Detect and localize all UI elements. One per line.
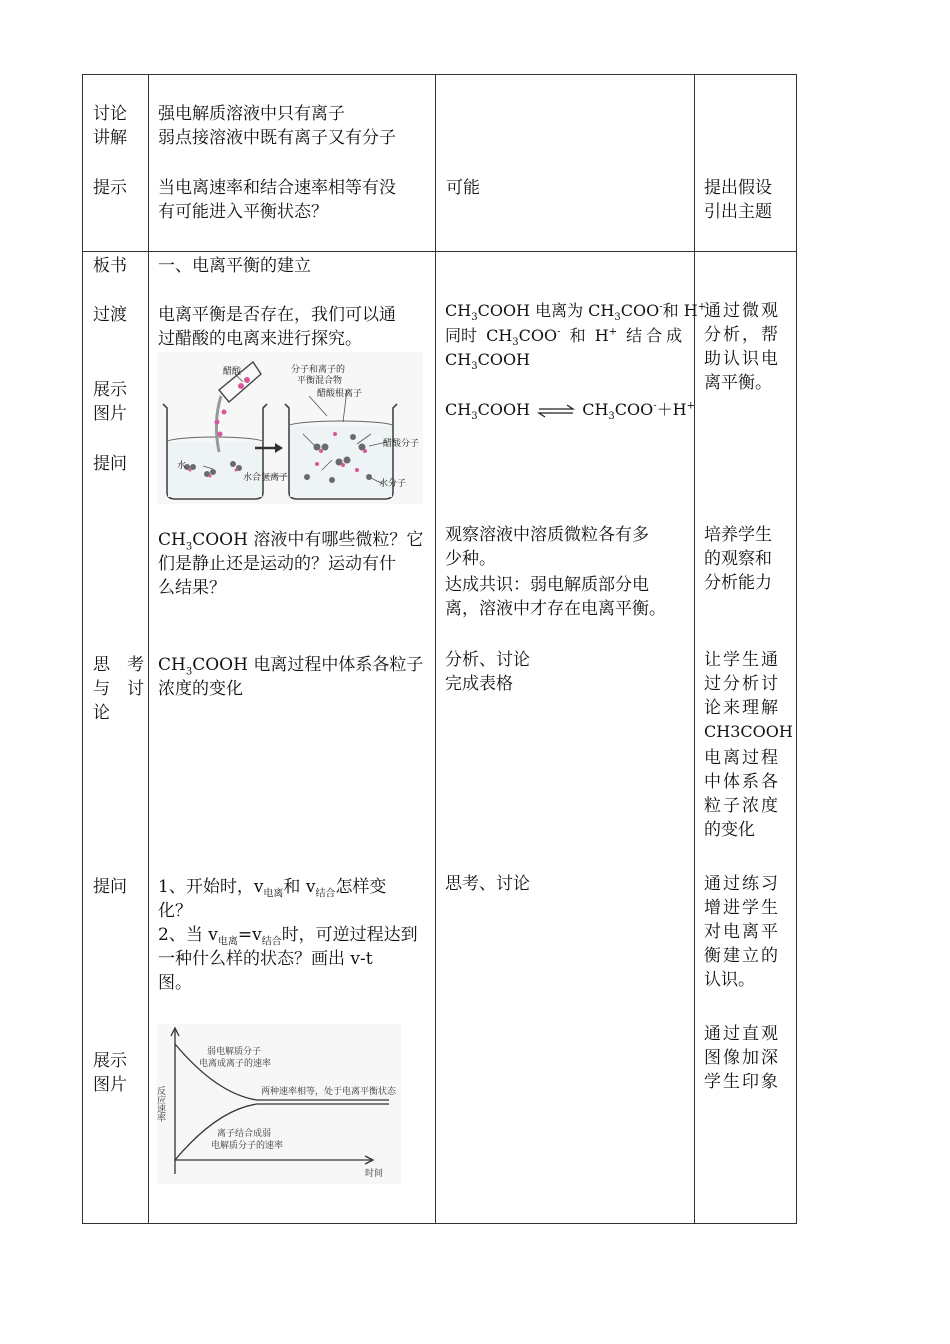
activity-label: 讲解 <box>93 128 127 148</box>
activity-label: 论 <box>93 703 110 723</box>
intent-text: 的观察和 <box>704 549 772 569</box>
question-text: 图。 <box>158 973 192 993</box>
label-water: 水 <box>177 461 187 471</box>
activity-label: 图片 <box>93 404 127 424</box>
teacher-cell <box>149 75 436 252</box>
label-water-molecule: 水分子 <box>379 479 407 489</box>
question-text: 们是静止还是运动的？运动有什 <box>158 554 396 574</box>
label-equilibrium-mixture: 分子和离子的 <box>291 365 346 375</box>
curve-label-association: 电解质分子的速率 <box>211 1141 284 1151</box>
activity-label: 与 讨 <box>93 679 144 699</box>
intent-text: 引出主题 <box>704 202 772 222</box>
teacher-cell <box>149 252 436 1224</box>
x-axis-label: 时间 <box>365 1169 384 1179</box>
activity-label: 思 考 <box>93 655 144 675</box>
question-text: 1、开始时，$v_{电离}$和 $v_{结合}$怎样变 <box>158 877 387 900</box>
activity-label: 板书 <box>93 256 127 276</box>
question-text: $CH_3COOH$ 电离过程中体系各粒子 <box>158 655 424 678</box>
intent-text: 让学生通 <box>704 650 780 670</box>
student-text: 少种。 <box>445 549 496 569</box>
intent-text: 粒子浓度 <box>704 796 780 816</box>
student-cell <box>436 75 695 252</box>
content-text: 有可能进入平衡状态？ <box>158 202 328 222</box>
question-text: 一种什么样的状态？画出 v-t <box>158 949 373 969</box>
question-text: $CH_3COOH$ 溶液中有哪些微粒？它 <box>158 530 424 553</box>
curve-label-ionization: 弱电解质分子 <box>207 1047 262 1057</box>
activity-label: 提示 <box>93 178 127 198</box>
intent-text: 通过微观 <box>704 301 780 321</box>
student-answer: 可能 <box>446 178 480 198</box>
label-acetate-ion: 醋酸根离子 <box>317 389 363 399</box>
intent-text: 增进学生 <box>704 898 780 918</box>
activity-label: 展示 <box>93 380 127 400</box>
intent-text: 培养学生 <box>704 525 772 545</box>
content-text: 弱点接溶液中既有离子又有分子 <box>158 128 396 148</box>
student-text: 达成共识：弱电解质部分电 <box>445 575 649 595</box>
label-equilibrium-mixture: 平衡混合物 <box>297 376 343 386</box>
intent-cell <box>695 75 797 252</box>
curve-label-ionization: 电离成离子的速率 <box>199 1059 272 1069</box>
intent-text: 对电离平 <box>704 922 780 942</box>
question-text: 么结果？ <box>158 578 226 598</box>
intent-text: 通过直观 <box>704 1024 780 1044</box>
question-text: 浓度的变化 <box>158 679 243 699</box>
student-text: 思考、讨论 <box>445 874 530 894</box>
activity-label: 过渡 <box>93 305 127 325</box>
label-acetic-acid-molecule: 醋酸分子 <box>383 439 420 449</box>
content-text: 当电离速率和结合速率相等有没 <box>158 178 396 198</box>
student-text: $CH_3COOH$ 电离为 $CH_3COO^-$和 H+ <box>445 301 707 324</box>
rate-time-graph <box>157 1024 401 1184</box>
intent-text: 衡建立的 <box>704 946 780 966</box>
student-text: 观察溶液中溶质微粒各有多 <box>445 525 649 545</box>
acetic-acid-ionization-figure <box>157 352 423 504</box>
intent-text: 图像加深 <box>704 1048 780 1068</box>
equilibrium-arrow-icon <box>537 405 575 417</box>
student-text: 分析、讨论 <box>445 650 530 670</box>
content-text: 强电解质溶液中只有离子 <box>158 104 345 124</box>
student-text: 离，溶液中才存在电离平衡。 <box>445 599 666 619</box>
intent-text: 提出假设 <box>704 178 772 198</box>
intent-text: 学生印象 <box>704 1072 780 1092</box>
intent-text: 的变化 <box>704 820 755 840</box>
activity-label: 提问 <box>93 454 127 474</box>
intent-text: 论来理解 <box>704 698 780 718</box>
question-text: 2、当 $v_{电离}=v_{结合}$时，可逆过程达到 <box>158 925 418 948</box>
intent-text: 认识。 <box>704 970 755 990</box>
intent-text: 通过练习 <box>704 874 780 894</box>
lesson-plan-table <box>82 74 797 1224</box>
student-text: 完成表格 <box>445 674 513 694</box>
activity-label: 讨论 <box>93 104 127 124</box>
activity-label: 图片 <box>93 1075 127 1095</box>
question-text: 化？ <box>158 901 192 921</box>
curve-label-equilibrium: 两种速率相等，处于电离平衡状态 <box>261 1087 397 1097</box>
activity-label: 提问 <box>93 877 127 897</box>
intent-text: CH3COOH <box>704 722 793 741</box>
activity-cell <box>83 252 149 1224</box>
student-cell <box>436 252 707 1224</box>
content-text: 过醋酸的电离来进行探究。 <box>158 329 362 349</box>
activity-cell <box>83 75 149 252</box>
ionization-equation: $CH_3COOH$ $CH_3COO^-+H^+$ <box>445 400 696 423</box>
intent-text: 中体系各 <box>704 772 780 792</box>
intent-text: 分析，帮 <box>704 325 780 345</box>
label-hydronium-ion: 水合氢离子 <box>243 473 289 483</box>
intent-text: 电离过程 <box>704 748 780 768</box>
intent-text: 过分析讨 <box>704 674 780 694</box>
content-text: 电离平衡是否存在，我们可以通 <box>158 305 396 325</box>
curve-label-association: 离子结合成弱 <box>217 1129 272 1139</box>
student-text: 同时 $CH_3COO^-$ 和 H+ 结合成 <box>445 326 687 349</box>
intent-text: 分析能力 <box>704 573 772 593</box>
table-row <box>83 75 797 252</box>
student-text: $CH_3COOH$ <box>445 350 531 373</box>
intent-cell <box>695 252 797 1224</box>
y-axis-label: 反应速率 <box>155 1086 165 1122</box>
section-heading: 一、电离平衡的建立 <box>158 256 311 276</box>
intent-text: 助认识电 <box>704 349 780 369</box>
table-row <box>83 252 797 1224</box>
intent-text: 离平衡。 <box>704 373 772 393</box>
label-acetic-acid: 醋酸 <box>223 367 242 377</box>
activity-label: 展示 <box>93 1051 127 1071</box>
